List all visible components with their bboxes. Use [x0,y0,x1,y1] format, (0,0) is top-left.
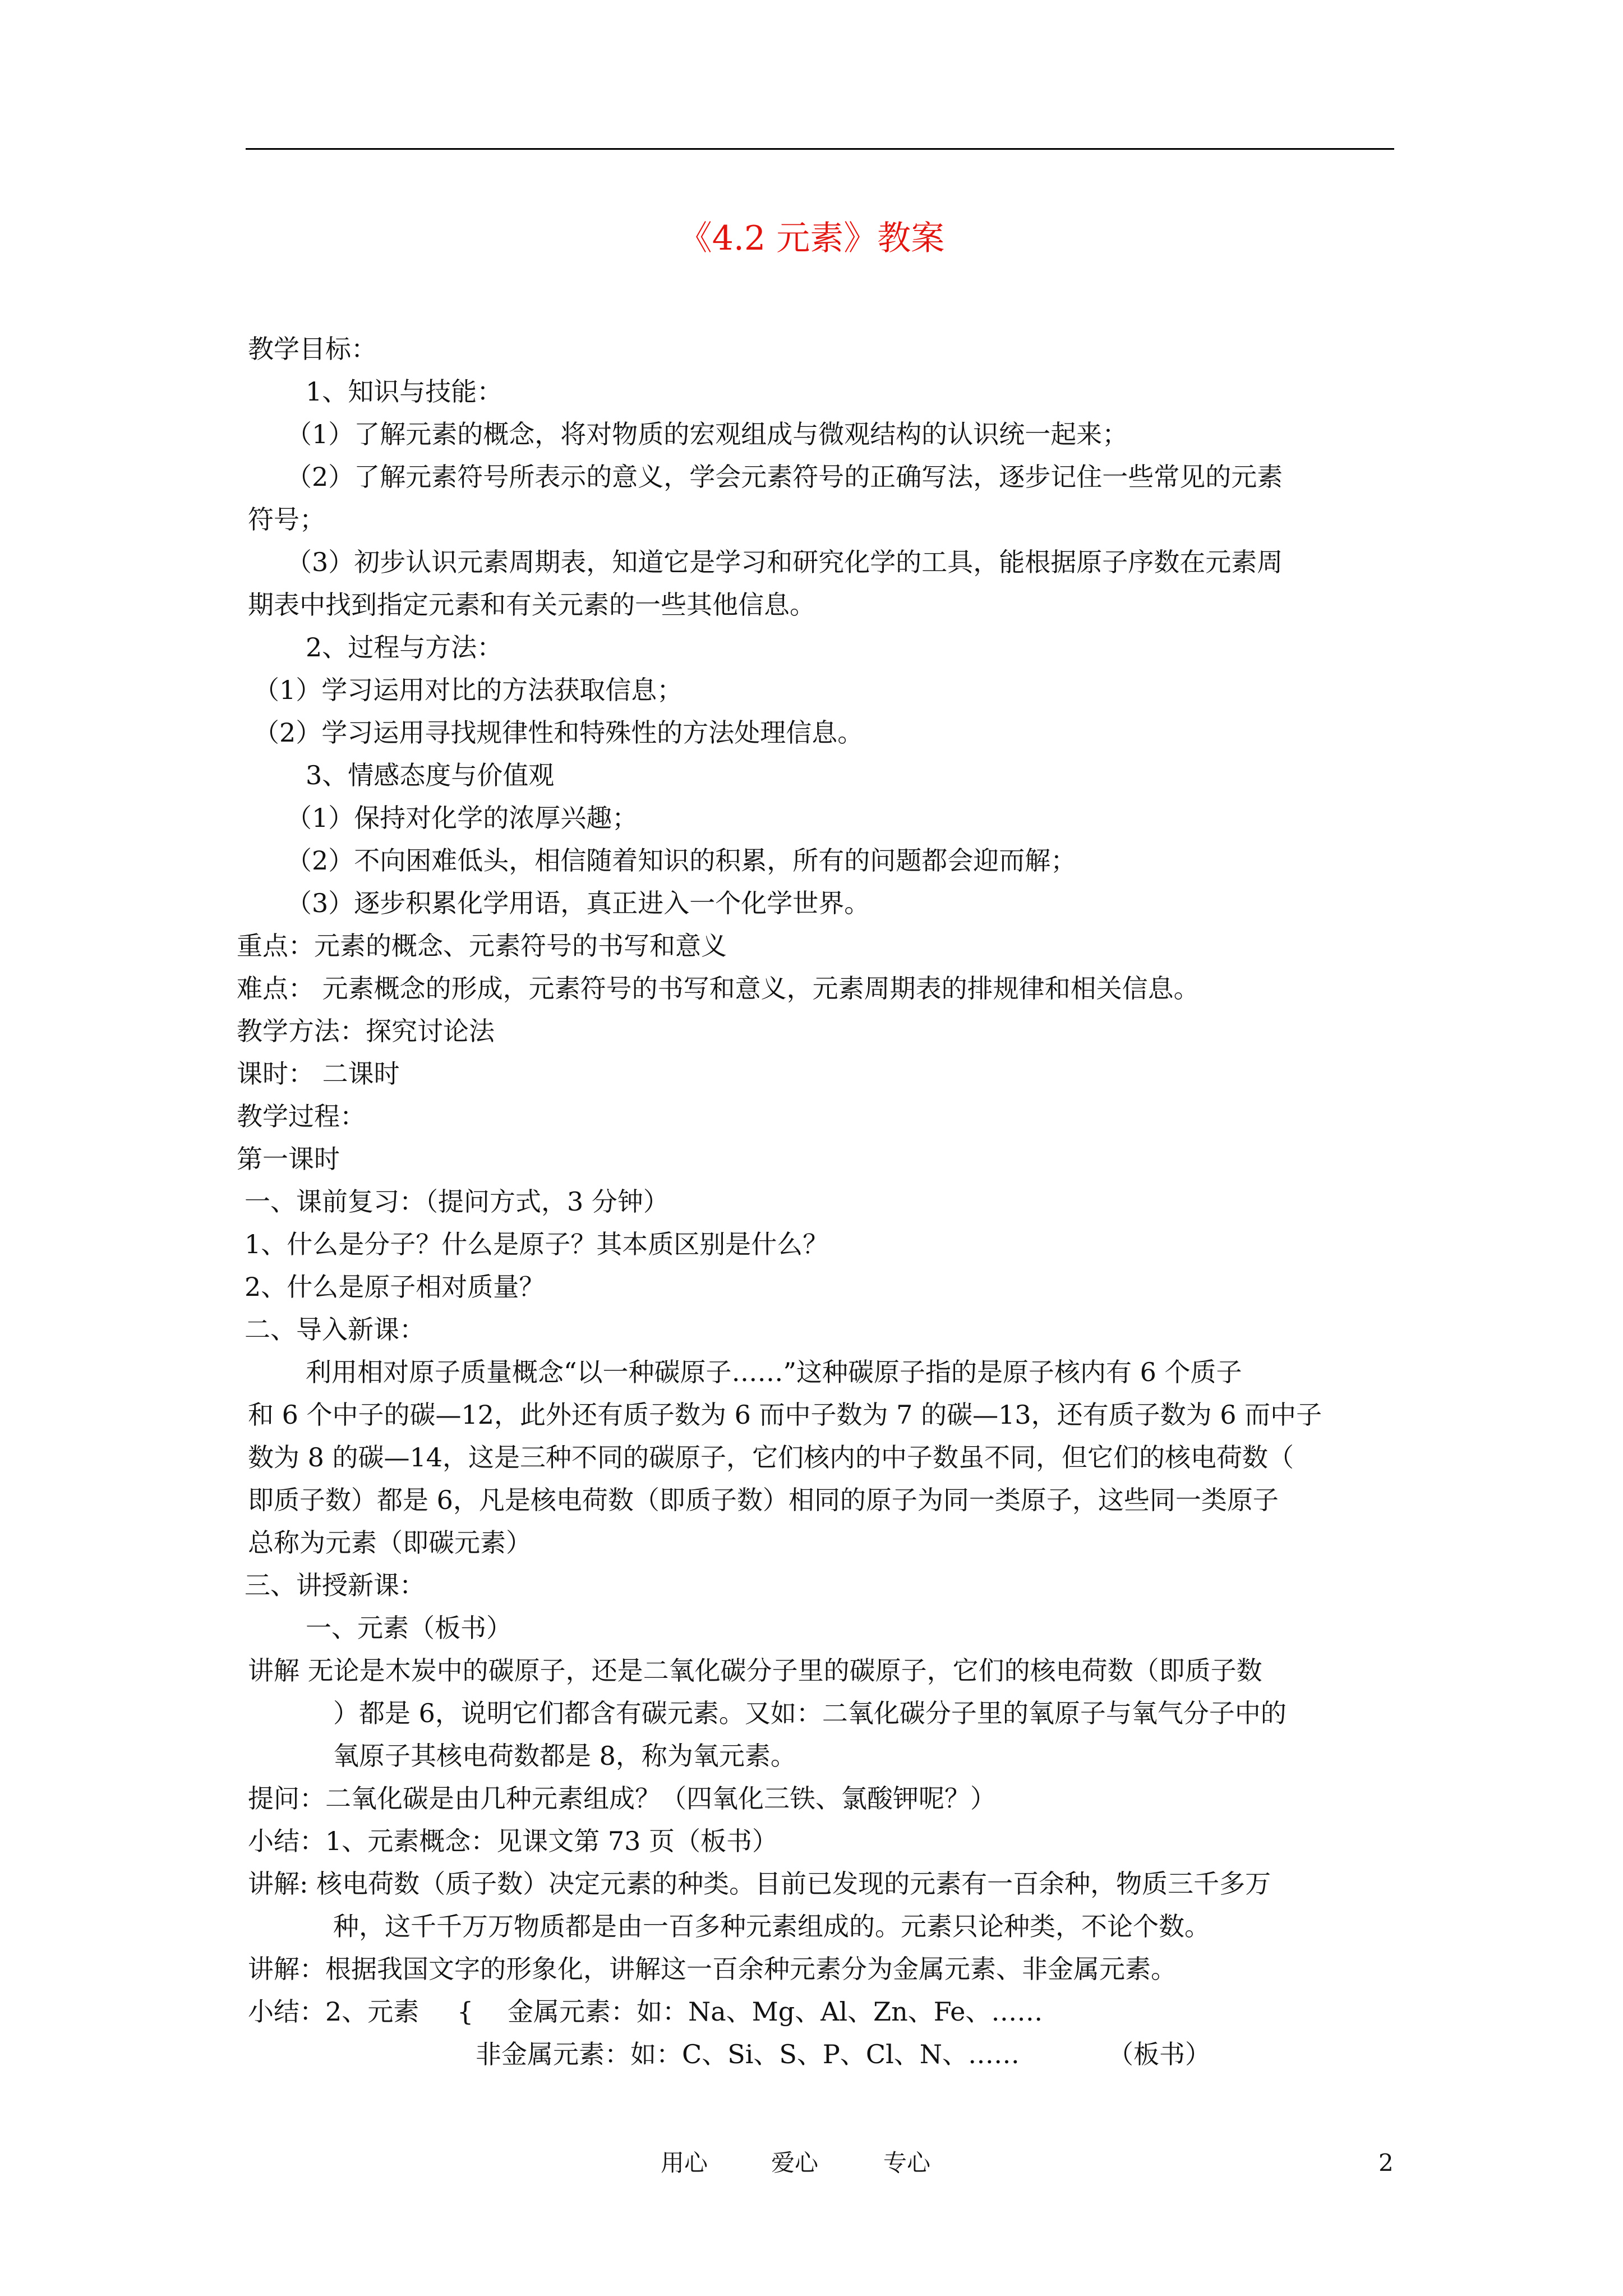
intro-paragraph-line-2: 和 6 个中子的碳—12，此外还有质子数为 6 而中子数为 7 的碳—13，还有质子数为 6 而中子 [248,1400,1322,1430]
key-points: 重点：元素的概念、元素符号的书写和意义 [237,931,727,961]
explanation-3: 讲解：根据我国文字的形象化，讲解这一百余种元素分为金属元素、非金属元素。 [248,1954,1177,1984]
objectives-heading: 教学目标： [248,334,377,364]
process-method-item-2: （2）学习运用寻找规律性和特殊性的方法处理信息。 [253,717,864,748]
intro-paragraph-line-5: 总称为元素（即碳元素） [248,1527,532,1558]
knowledge-heading: 1、知识与技能： [306,376,503,407]
question-line: 提问：二氧化碳是由几种元素组成？（四氧化三铁、氯酸钾呢？） [248,1783,996,1814]
knowledge-item-3-line-1: （3）初步认识元素周期表，知道它是学习和研究化学的工具，能根据原子序数在元素周 [286,547,1283,577]
summary-2-nonmetal: 非金属元素：如：C、Si、S、P、Cl、N、…… [476,2039,1020,2069]
explanation-1-line-2: ）都是 6，说明它们都含有碳元素。又如：二氧化碳分子里的氧原子与氧气分子中的 [333,1698,1287,1728]
review-question-2: 2、什么是原子相对质量？ [245,1272,545,1302]
attitude-item-1: （1）保持对化学的浓厚兴趣； [286,803,638,833]
footer-motto-2: 爱心 [771,2149,819,2177]
summary-2-metal: 金属元素：如：Na、Mg、Al、Zn、Fe、…… [508,1996,1043,2027]
knowledge-item-2-line-2: 符号； [248,504,325,535]
difficulties: 难点： 元素概念的形成，元素符号的书写和意义，元素周期表的排规律和相关信息。 [237,973,1200,1004]
intro-paragraph-line-3: 数为 8 的碳—14，这是三种不同的碳原子，它们核内的中子数虽不同，但它们的核电荷数（ [248,1442,1294,1473]
footer-motto-3: 专心 [883,2149,931,2177]
header-rule [246,148,1394,150]
teaching-method: 教学方法：探究讨论法 [237,1016,495,1046]
summary-2-prefix: 小结：2、元素 [248,1996,419,2027]
teaching-process-heading: 教学过程： [237,1101,366,1131]
explanation-2-line-2: 种，这千千万万物质都是由一百多种元素组成的。元素只论种类，不论个数。 [333,1911,1210,1941]
intro-heading: 二、导入新课： [245,1314,425,1345]
intro-paragraph-line-1: 利用相对原子质量概念“以一种碳原子……”这种碳原子指的是原子核内有 6 个质子 [306,1357,1242,1387]
review-question-1: 1、什么是分子？什么是原子？其本质区别是什么？ [245,1229,829,1259]
footer-motto-1: 用心 [661,2149,708,2177]
attitude-item-3: （3）逐步积累化学用语，真正进入一个化学世界。 [286,888,870,918]
summary-1: 小结：1、元素概念：见课文第 73 页（板书） [248,1826,778,1856]
lesson-one-heading: 第一课时 [237,1144,340,1174]
element-section-heading: 一、元素（板书） [306,1613,512,1643]
attitude-item-2: （2）不向困难低头，相信随着知识的积累，所有的问题都会迎而解； [286,845,1077,876]
process-method-heading: 2、过程与方法： [306,632,503,662]
new-lesson-heading: 三、讲授新课： [245,1570,425,1600]
knowledge-item-2-line-1: （2）了解元素符号所表示的意义，学会元素符号的正确写法，逐步记住一些常见的元素 [286,462,1283,492]
class-periods: 课时： 二课时 [237,1059,400,1089]
document-title: 《4.2 元素》教案 [678,219,945,258]
review-heading: 一、课前复习：（提问方式，3 分钟） [245,1186,669,1217]
explanation-2-line-1: 讲解: 核电荷数（质子数）决定元素的种类。目前已发现的元素有一百余种，物质三千多万 [248,1869,1271,1899]
explanation-1-line-3: 氧原子其核电荷数都是 8，称为氧元素。 [333,1741,796,1771]
knowledge-item-1: （1）了解元素的概念，将对物质的宏观组成与微观结构的认识统一起来； [286,419,1128,449]
intro-paragraph-line-4: 即质子数）都是 6，凡是核电荷数（即质子数）相同的原子为同一类原子，这些同一类原子 [248,1485,1279,1515]
attitude-heading: 3、情感态度与价值观 [306,760,555,790]
summary-2-brace: { [457,1996,474,2027]
summary-2-board-note: （板书） [1108,2039,1211,2069]
knowledge-item-3-line-2: 期表中找到指定元素和有关元素的一些其他信息。 [248,590,815,620]
page-number: 2 [1378,2149,1394,2177]
process-method-item-1: （1）学习运用对比的方法获取信息； [253,675,683,705]
explanation-1-line-1: 讲解 无论是木炭中的碳原子，还是二氧化碳分子里的碳原子，它们的核电荷数（即质子数 [248,1655,1262,1686]
